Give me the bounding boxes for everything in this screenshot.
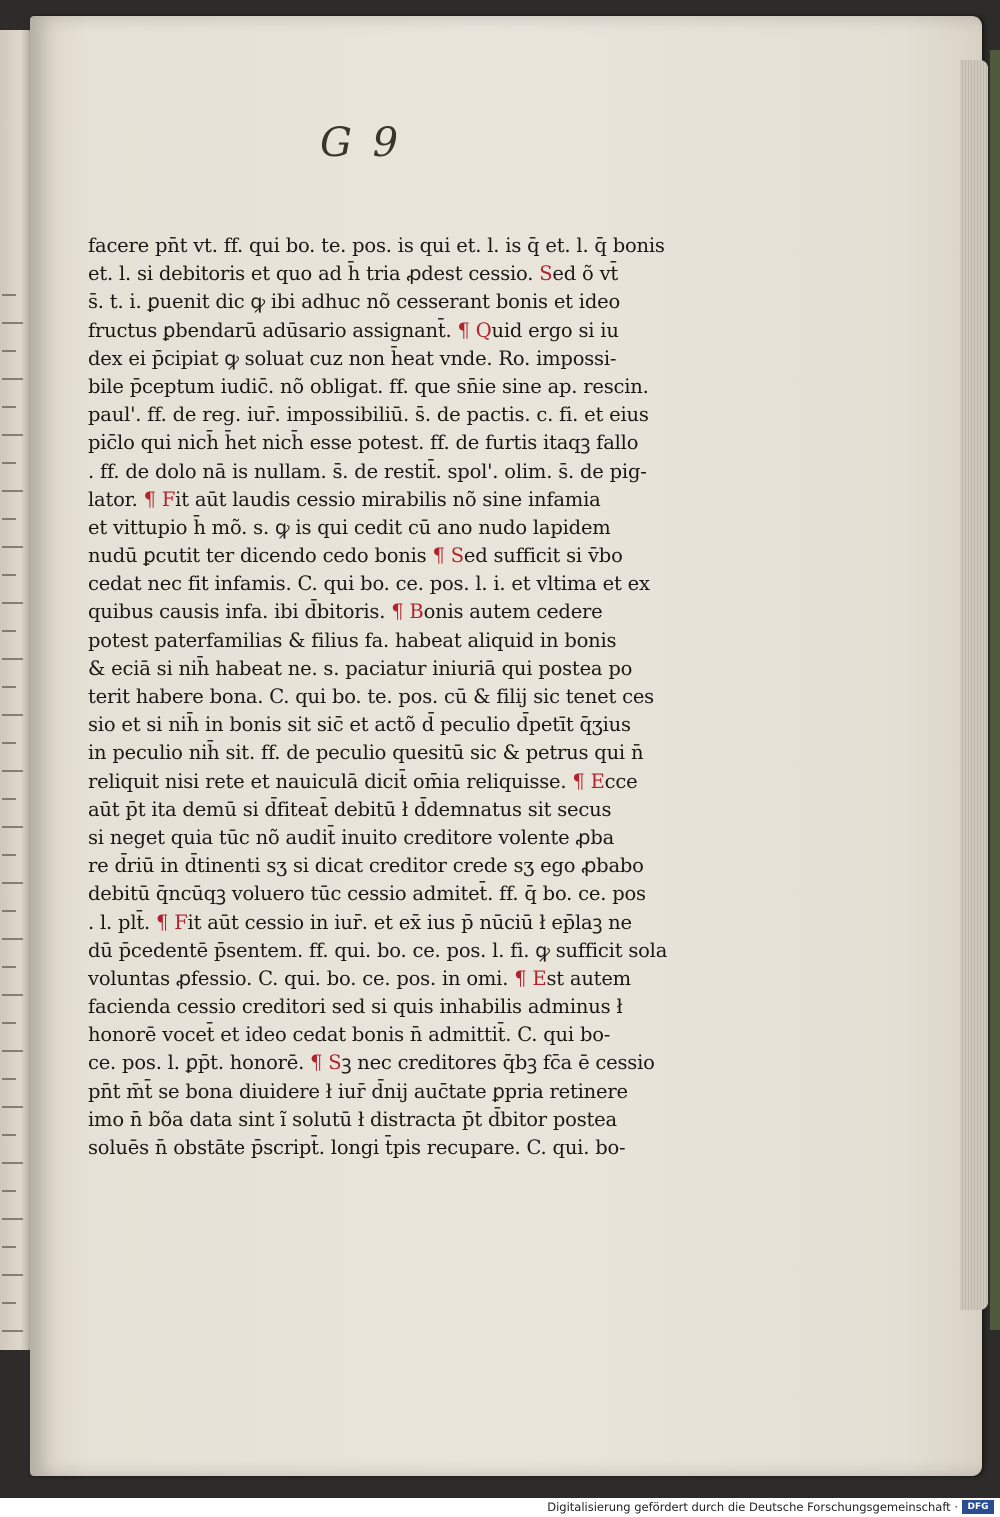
- facing-page-text-fragment: [2, 1204, 23, 1220]
- text-line: [88, 317, 678, 345]
- facing-page-text-fragment: [2, 1232, 16, 1248]
- facing-page-text-fragment: [2, 532, 23, 548]
- text-line: [88, 655, 678, 683]
- rubricated-initial: ¶ F: [143, 487, 176, 511]
- footer-credit: Digitalisierung gefördert durch die Deutsche Forschungsgemeinschaft ·: [547, 1500, 958, 1514]
- text-column: [88, 232, 678, 1162]
- rubricated-initial: ¶ E: [572, 769, 605, 793]
- text-line: [88, 1049, 678, 1077]
- text-line: [88, 598, 678, 626]
- text-line: [88, 993, 678, 1021]
- text-line: [88, 260, 678, 288]
- text-line: [88, 824, 678, 852]
- facing-page-text-fragment: [2, 364, 23, 380]
- line-text: & eciā si nih̄ habeat ne. s. paciatur iniuriā qui postea po: [88, 656, 633, 680]
- text-line: [88, 345, 678, 373]
- text-line: [88, 880, 678, 908]
- funding-footer: [0, 1498, 1000, 1517]
- facing-page-text-fragment: [2, 560, 16, 576]
- facing-page-text-fragment: [2, 756, 23, 772]
- text-line: [88, 1134, 678, 1162]
- text-line: [88, 683, 678, 711]
- line-text: dex ei p̄cipiat ꝙ soluat cuz non h̄eat vnde. Ro. impossi-: [88, 346, 617, 370]
- text-line: [88, 937, 678, 965]
- text-line: [88, 768, 678, 796]
- folio-mark: G 9: [320, 120, 403, 166]
- dfg-logo-icon: DFG: [962, 1500, 994, 1514]
- facing-page-text-fragment: [2, 420, 23, 436]
- line-text: in peculio nih̄ sit. ff. de peculio quesitū sic & petrus qui n̄: [88, 741, 644, 765]
- facing-page-text-fragment: [2, 728, 16, 744]
- facing-page-text-fragment: [2, 840, 16, 856]
- text-line: [88, 288, 678, 316]
- line-text: reliquit nisi rete et nauiculā dicit̄ om̄ia reliquisse.: [88, 769, 573, 793]
- rubricated-initial: ¶ B: [391, 600, 424, 624]
- facing-page-text-fragment: [2, 1092, 23, 1108]
- line-text: . l. plt̄.: [88, 910, 156, 934]
- line-text: imo n̄ bõa data sint ĩ solutū ł distracta p̄t d̄bitor postea: [88, 1107, 617, 1131]
- facing-page-text-fragment: [2, 784, 16, 800]
- facing-page-text-fragment: [2, 308, 23, 324]
- line-text-continued: st autem: [546, 966, 631, 990]
- facing-page-text-fragment: [2, 1064, 16, 1080]
- line-text: aūt p̄t ita demū si d̄fiteat̄ debitū ł d̄demnatus sit secus: [88, 797, 612, 821]
- facing-page-text-fragment: [2, 336, 16, 352]
- rubricated-initial: ¶ S: [310, 1051, 342, 1075]
- text-line: [88, 458, 678, 486]
- line-text: quibus causis infa. ibi d̄bitoris.: [88, 600, 392, 624]
- facing-page-text-fragment: [2, 1148, 23, 1164]
- text-line: [88, 401, 678, 429]
- line-text: facienda cessio creditori sed si quis inhabilis adminus ł: [88, 995, 623, 1019]
- text-line: [88, 711, 678, 739]
- line-text: nudū ꝑcutit ter dicendo cedo bonis: [88, 544, 433, 568]
- facing-page-text-fragment: [2, 448, 16, 464]
- line-text: dū p̄cedentē p̄sentem. ff. qui. bo. ce. pos. l. fi. ꝙ sufficit sola: [88, 938, 668, 962]
- line-text-continued: ed õ vt̄: [552, 262, 619, 286]
- line-text: facere pn̄t vt. ff. qui bo. te. pos. is qui et. l. is q̄ et. l. q̄ bonis: [88, 234, 665, 257]
- rubricated-initial: ¶ E: [514, 966, 547, 990]
- facing-page-text-fragment: [2, 1260, 23, 1276]
- facing-page-text-fragment: [2, 644, 23, 660]
- line-text-continued: ꝫ nec creditores q̄bꝫ fc̄a ē cessio: [341, 1051, 655, 1075]
- facing-page-text-fragment: [2, 1344, 16, 1350]
- facing-page-text-fragment: [2, 924, 23, 940]
- facing-page-text-fragment: [2, 476, 23, 492]
- page-stack-edge: [960, 60, 988, 1310]
- line-text: debitū q̄ncūqꝫ voluero tūc cessio admitet̄. ff. q̄ bo. ce. pos: [88, 882, 646, 906]
- text-line: [88, 542, 678, 570]
- text-line: [88, 514, 678, 542]
- facing-page-text-fragment: [2, 588, 23, 604]
- line-text: terit habere bona. C. qui bo. te. pos. cū & filij sic tenet ces: [88, 685, 654, 708]
- line-text: bile p̄ceptum iudic̄. nõ obligat. ff. que sn̄ie sine ap. rescin.: [88, 374, 649, 398]
- text-line: [88, 1021, 678, 1049]
- line-text: ce. pos. l. ꝑp̄t. honorē.: [88, 1051, 311, 1075]
- line-text-continued: onis autem cedere: [423, 600, 603, 624]
- text-line: [88, 1078, 678, 1106]
- facing-page-text-fragment: [2, 896, 16, 912]
- line-text: si neget quia tūc nõ audit̄ inuito creditore volente ꝓba: [88, 825, 615, 849]
- line-text: . ff. de dolo nā is nullam. s̄. de restit̄. spol'. olim. s̄. de pig-: [88, 459, 647, 483]
- facing-page-text-fragment: [2, 952, 16, 968]
- text-line: [88, 373, 678, 401]
- facing-page-text-fragment: [2, 1288, 16, 1304]
- facing-page-text-fragment: [2, 616, 16, 632]
- line-text: lator.: [88, 487, 144, 511]
- text-line: [88, 739, 678, 767]
- line-text: soluēs n̄ obstāte p̄script̄. longi t̄pis recupare. C. qui. bo-: [88, 1136, 626, 1159]
- text-line: [88, 796, 678, 824]
- text-line: [88, 1106, 678, 1134]
- facing-page-text-fragment: [2, 980, 23, 996]
- line-text: potest paterfamilias & filius fa. habeat aliquid in bonis: [88, 628, 617, 652]
- book-cover-edge: [990, 50, 1000, 1330]
- rubricated-initial: ¶ F: [155, 910, 188, 934]
- text-line: [88, 852, 678, 880]
- facing-page-text-fragment: [2, 868, 23, 884]
- line-text: honorē vocet̄ et ideo cedat bonis n̄ admittit̄. C. qui bo-: [88, 1023, 611, 1047]
- text-line: [88, 429, 678, 457]
- text-line: [88, 965, 678, 993]
- facing-page-text-fragment: [2, 812, 23, 828]
- text-line: [88, 570, 678, 598]
- facing-page-text-fragment: [2, 700, 23, 716]
- facing-page-text-fragment: [2, 280, 16, 296]
- line-text-continued: it aūt laudis cessio mirabilis nõ sine infamia: [175, 487, 601, 511]
- line-text: fructus ꝑbendarū adūsario assignant̄.: [88, 318, 458, 342]
- rubricated-initial: ¶ Q: [457, 318, 492, 342]
- facing-page-text-fragment: [2, 1176, 16, 1192]
- facing-page-text-fragment: [2, 672, 16, 688]
- line-text-continued: ed sufficit si v̄bo: [463, 544, 623, 568]
- line-text-continued: cce: [604, 769, 638, 793]
- line-text: paul'. ff. de reg. iur̄. impossibiliū. s̄. de pactis. c. fi. et eius: [88, 403, 649, 427]
- line-text: s̄. t. i. ꝑuenit dic ꝙ ibi adhuc nõ cesserant bonis et ideo: [88, 290, 621, 314]
- line-text: et. l. si debitoris et quo ad h̄ tria ꝓdest cessio.: [88, 262, 540, 286]
- line-text: cedat nec fit infamis. C. qui bo. ce. pos. l. i. et vltima et ex: [88, 572, 650, 596]
- text-line: [88, 232, 678, 260]
- line-text-continued: it aūt cessio in iur̄. et ex̄ ius p̄ nūciū ł ep̄laꝫ ne: [187, 910, 632, 934]
- line-text: voluntas ꝓfessio. C. qui. bo. ce. pos. in omi.: [88, 966, 515, 990]
- line-text: pn̄t m̄t̄ se bona diuidere ł iur̄ d̄nij auc̄tate ꝑpria retinere: [88, 1079, 628, 1103]
- facing-page-text-fragment: [2, 1120, 16, 1136]
- facing-page-text-fragment: [2, 1316, 23, 1332]
- rubricated-initial: S: [539, 262, 553, 286]
- facing-page-text-fragment: [2, 1036, 23, 1052]
- text-line: [88, 486, 678, 514]
- line-text: pi̇c̄lo qui nich̄ h̄et nich̄ esse potest. ff. de furtis itaqꝫ fallo: [88, 431, 639, 455]
- facing-page-edge: [0, 30, 34, 1350]
- facing-page-text-fragment: [2, 392, 16, 408]
- line-text: re d̄riū in d̄tinenti sʒ si dicat creditor crede sʒ ego ꝓbabo: [88, 854, 644, 878]
- facing-page-text-fragment: [2, 504, 16, 520]
- text-line: [88, 627, 678, 655]
- line-text: sio et si nih̄ in bonis sit sic̄ et actõ d̄ peculio d̄petīt q̄ʒius: [88, 713, 631, 737]
- line-text: et vittupio h̄ mõ. s. ꝙ is qui cedit cū ano nudo lapidem: [88, 515, 611, 539]
- line-text-continued: uid ergo si iu: [491, 318, 619, 342]
- rubricated-initial: ¶ S: [432, 544, 464, 568]
- facing-page-text-fragment: [2, 1008, 16, 1024]
- text-line: [88, 909, 678, 937]
